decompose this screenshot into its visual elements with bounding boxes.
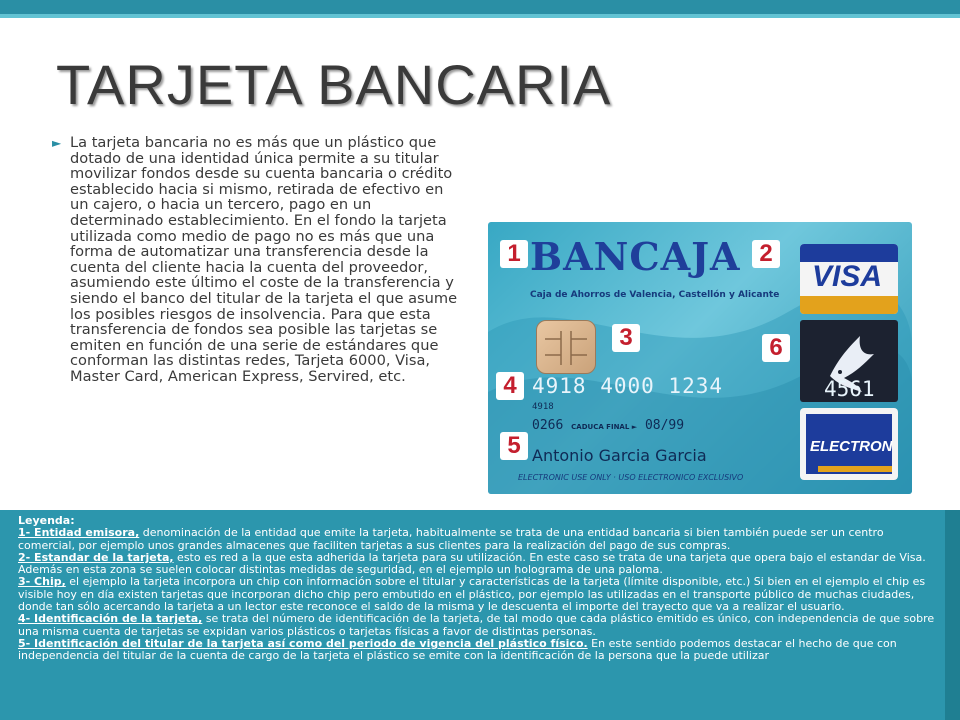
legend-item-2-text: esto es red a la que esta adherida la tarjeta para su utilización. En este caso se trata de una tarjeta que opera bajo el estandar de Visa. Además en esta zona se suelen colocar distintas medidas de seguridad, en el ejemplo un holograma de una paloma. (18, 550, 926, 577)
legend-item-1-text: denominación de la entidad que emite la tarjeta, habitualmente se trata de una entidad bancaria si bien también puede ser un centro comercial, por ejemplo unos grandes almacenes que faciliten tarjetas a sus clientes para la realización del pago de sus compras. (18, 526, 884, 552)
legend-content (18, 515, 938, 663)
caduca-label: CADUCA FINAL ► (571, 423, 638, 431)
badge-6: 6 (762, 334, 790, 362)
legend-item-2-key: 2- Estandar de la tarjeta, (18, 550, 174, 564)
bancaja-logo: BANCAJA (530, 234, 741, 279)
top-stripe (0, 0, 960, 14)
electron-blue-panel (806, 414, 892, 474)
card-expiry-date: 08/99 (644, 418, 685, 433)
badge-5: 5 (500, 432, 528, 460)
card-expiry-line (532, 418, 684, 433)
legend-panel (0, 510, 960, 720)
card-holder-name: Antonio Garcia Garcia (532, 446, 707, 465)
badge-3: 3 (612, 324, 640, 352)
electron-gold-stripe (818, 466, 892, 472)
card-chip (536, 320, 596, 374)
slide-title: TARJETA BANCARIA (56, 53, 612, 116)
legend-item-1-key: 1- Entidad emisora, (18, 526, 140, 540)
card-bin-small: 4918 (532, 402, 554, 412)
body-paragraph: La tarjeta bancaria no es más que un plástico que dotado de una identidad única permite a su titular movilizar fondos desde su cuenta bancaria o crédito establecido hacia si mismo, retirada de efectivo en un cajero, o hacia un tercero, pago en un determinado establecimiento. En el fondo la tarjeta utilizada como medio de pago no es más que una forma de automatizar una transferencia desde la cuenta del cliente hacia la cuenta del proveedor, asumiendo este último el coste de la transferencia y siendo el banco del titular de la tarjeta el que asume los posibles riesgos de insolvencia. Para que esta transferencia de fondos sea posible las tarjetas se emiten en función de una serie de estándares que conforman las distintas redes, Tarjeta 6000, Visa, Master Card, American Express, Servired, etc. (70, 134, 458, 385)
legend-item-5-key: 5- Identificación del titular de la tarjeta así como del periodo de vigencia del plástico físico. (18, 636, 588, 650)
bullet-arrow-icon: ► (52, 136, 62, 150)
visa-logo-text: VISA (812, 260, 883, 293)
badge-4: 4 (496, 372, 524, 400)
legend-item-4 (18, 613, 938, 638)
legend-item-2 (18, 552, 938, 577)
legend-heading: Leyenda: (18, 514, 75, 527)
legend-item-4-key: 4- Identificación de la tarjeta, (18, 612, 203, 626)
card-code: 0266 (532, 418, 564, 433)
top-stripe-accent (0, 14, 960, 18)
card-number: 4918 4000 1234 (532, 374, 724, 398)
visa-gold-band (800, 296, 898, 314)
bank-card-image (488, 222, 912, 494)
visa-logo (800, 244, 898, 314)
legend-item-1 (18, 527, 938, 552)
badge-1: 1 (500, 240, 528, 268)
badge-2: 2 (752, 240, 780, 268)
legend-item-5-text: En este sentido podemos destacar el hecho de que con independencia del titular de la cuenta de cargo de la tarjeta el plástico se emite con la identificación de la persona que la puede utilizar (18, 636, 897, 663)
electron-logo-text: ELECTRON (810, 438, 893, 455)
card-footer-text: ELECTRONIC USE ONLY · USO ELECTRONICO EXCLUSIVO (518, 473, 744, 482)
legend-right-bar (945, 510, 960, 720)
legend-item-3-text: el ejemplo la tarjeta incorpora un chip con información sobre el titular y características de la tarjeta (límite disponible, etc.) Si bien en el ejemplo el chip es visible hoy en día existen tarjetas que incorporan dicho chip pero embutido en el plástico, por ejemplo las utilizadas en el transporte público de muchas ciudades, donde tan sólo acercando la tarjeta a un lector este reconoce el saldo de la misma y le descuenta el importe del trayecto que va a realizar el usuario. (18, 575, 926, 614)
legend-item-3 (18, 576, 938, 613)
legend-item-5 (18, 638, 938, 663)
electron-logo (800, 408, 898, 480)
legend-item-4-text: se trata del número de identificación de la tarjeta, de tal modo que cada plástico emitido es único, con independencia de que sobre una misma cuenta de tarjetas se expidan varios plásticos o tarjetas físicas a favor de distintas personas. (18, 612, 935, 638)
card-number-last: 4561 (824, 377, 875, 401)
issuer-full-name: Caja de Ahorros de Valencia, Castellón y Alicante (530, 290, 780, 300)
chip-contacts-icon (537, 321, 595, 373)
legend-item-3-key: 3- Chip, (18, 575, 66, 589)
body-paragraph-block (52, 134, 460, 385)
